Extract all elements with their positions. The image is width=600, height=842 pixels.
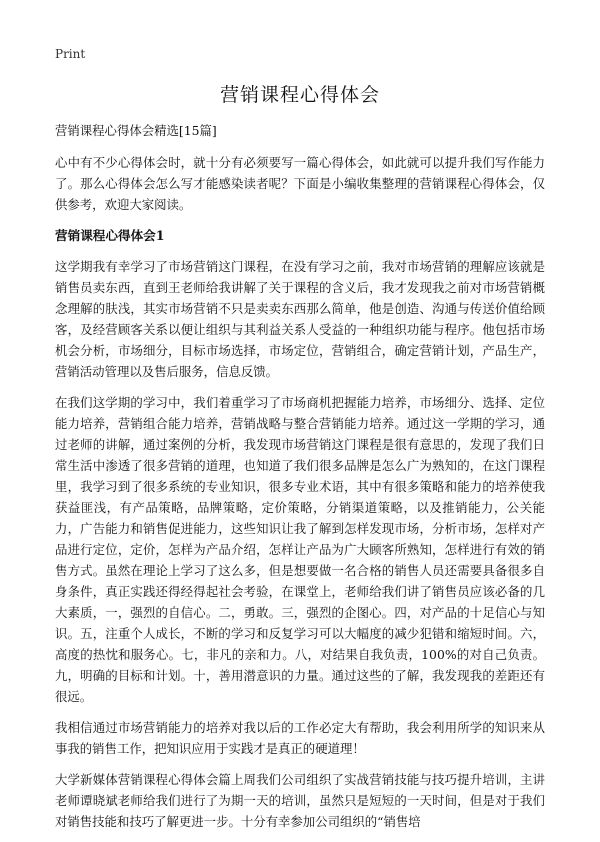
section-heading: 营销课程心得体会1	[55, 228, 165, 243]
body-paragraph: 这学期我有幸学习了市场营销这门课程，在没有学习之前，我对市场营销的理解应该就是销售员卖东西，直到王老师给我讲解了关于课程的含义后，我才发现我之前对市场营销概念理解的肤浅，其实市场营销不只是卖卖东西那么简单，他是创造、沟通与传送价值给顾客，及经营顾客关系以便让组织与其利益关系人受益的一种组织功能与程序。他包括市场机会分析，市场细分，目标市场选择，市场定位，营销组合，确定营销计划，产品生产，营销活动管理以及售后服务，信息反馈。	[55, 259, 545, 379]
print-link[interactable]: Print	[55, 47, 86, 61]
article-subtitle: 营销课程心得体会精选[15篇]	[55, 123, 217, 138]
body-paragraph: 大学新媒体营销课程心得体会篇上周我们公司组织了实战营销技能与技巧提升培训，主讲老师谭晓斌老师给我们进行了为期一天的培训，虽然只是短短的一天时间，但是对于我们对销售技能和技巧了解更进一步。十分有幸参加公司组织的“销售培	[55, 772, 545, 829]
body-paragraph: 在我们这学期的学习中，我们着重学习了市场商机把握能力培养，市场细分、选择、定位能力培养，营销组合能力培养，营销战略与整合营销能力培养。通过这一学期的学习，通过老师的讲解，通过案例的分析，我发现市场营销这门课程是很有意思的，发现了我们日常生活中渗透了很多营销的道理，也知道了我们很多品牌是怎么广为熟知的，在这门课程里，我学习到了很多系统的专业知识，很多专业术语，其中有很多策略和能力的培养使我获益匪浅，有产品策略，品牌策略，定价策略，分销渠道策略，以及推销能力，公关能力，广告能力和销售促进能力，这些知识让我了解到怎样发现市场，分析市场，怎样对产品进行定位，定价，怎样为产品介绍，怎样让产品为广大顾客所熟知，怎样进行有效的销售方式。虽然在理论上学习了这么多，但是想要做一名合格的销售人员还需要具备很多自身条件，真正实践还得经得起社会考验，在课堂上，老师给我们讲了销售员应该必备的几大素质，一，强烈的自信心。二，勇敢。三，强烈的企图心。四，对产品的十足信心与知识。五，注重个人成长，不断的学习和反复学习可以大幅度的减少犯错和缩短时间。六，高度的热忱和服务心。七，非凡的亲和力。八，对结果自我负责，100%的对自己负责。九，明确的目标和计划。十，善用潜意识的力量。通过这些的了解，我发现我的差距还有很远。	[55, 395, 545, 704]
body-paragraph: 我相信通过市场营销能力的培养对我以后的工作必定大有帮助，我会利用所学的知识来从事我的销售工作，把知识应用于实践才是真正的硬道理！	[55, 720, 545, 756]
page-title: 营销课程心得体会	[219, 84, 380, 106]
intro-paragraph: 心中有不少心得体会时，就十分有必须要写一篇心得体会，如此就可以提升我们写作能力了。那么心得体会怎么写才能感染读者呢？下面是小编收集整理的营销课程心得体会，仅供参考，欢迎大家阅读。	[55, 155, 545, 212]
article-body	[55, 120, 545, 842]
